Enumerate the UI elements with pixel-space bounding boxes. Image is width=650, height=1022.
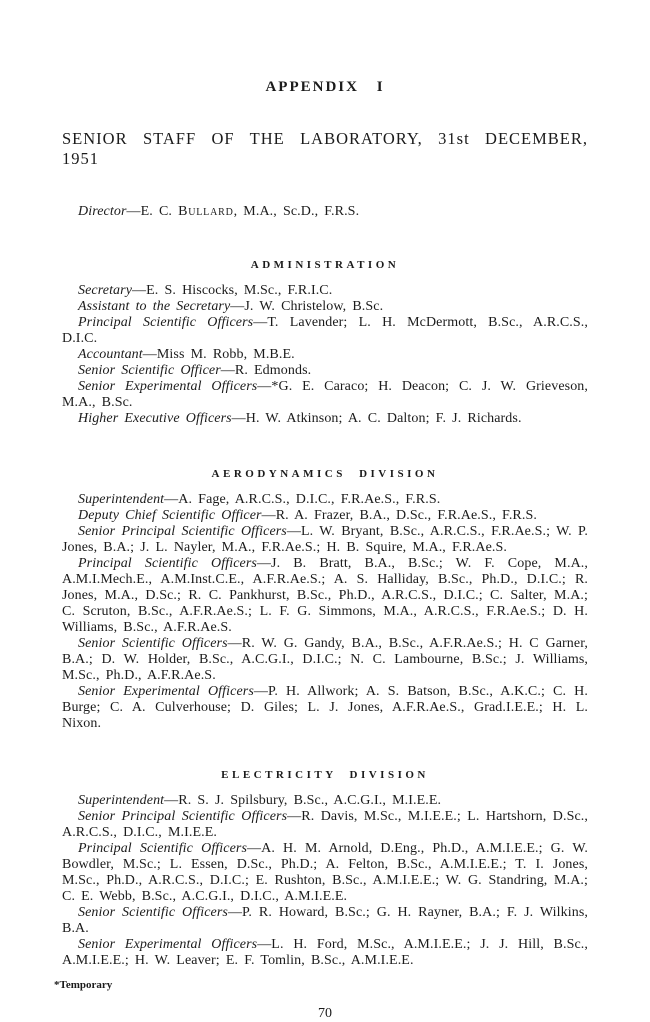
role-label: Higher Executive Officers [78,411,232,426]
entry-names: —L. H. Ford, M.Sc., A.M.I.E.E.; J. J. Hill, B.Sc., A.M.I.E.E.; H. W. Leaver; E. F. Tomlin, B.Sc., A.M.I.E.E. [62,937,588,968]
role-label: Senior Principal Scientific Officers [78,809,288,824]
appendix-heading: APPENDIX I [265,79,385,95]
role-label: Principal Scientific Officers [78,556,257,571]
role-label: Senior Experimental Officers [78,684,254,699]
entry-names: —R. S. J. Spilsbury, B.Sc., A.C.G.I., M.I.E.E. [164,793,442,808]
entry-names: —P. R. Howard, B.Sc.; G. H. Rayner, B.A.; F. J. Wilkins, B.A. [62,905,588,936]
staff-entry [62,556,588,636]
staff-entry [62,283,588,299]
entry-names: —A. H. M. Arnold, D.Eng., Ph.D., A.M.I.E.E.; G. W. Bowdler, M.Sc.; L. Essen, D.Sc., Ph.D.; A. Felton, B.Sc., A.M.I.E.E.; T. I. Jones, M.Sc., Ph.D., A.R.C.S., D.I.C.; E. Rushton, B.Sc., A.M.I.E.E.; W. G. Standring, M.A.; C. E. Webb, B.Sc., A.C.G.I., D.I.C., A.M.I.E.E. [62,841,588,904]
role-label: Secretary [78,283,133,298]
role-label: Senior Scientific Officers [78,905,228,920]
section-heading-aerodynamics: AERODYNAMICS DIVISION [211,468,439,480]
role-label: Deputy Chief Scientific Officer [78,508,262,523]
entry-names: —J. W. Christelow, B.Sc. [230,299,384,314]
role-label: Senior Scientific Officers [78,636,228,651]
staff-entry [62,524,588,556]
entry-names: —R. A. Frazer, B.A., D.Sc., F.R.Ae.S., F.R.S. [261,508,537,523]
staff-entry [62,411,588,427]
role-label: Senior Principal Scientific Officers [78,524,287,539]
staff-entry [62,793,588,809]
entry-names: —R. Edmonds. [220,363,312,378]
staff-entry [62,315,588,347]
staff-entry [62,841,588,905]
entry-names: —R. Davis, M.Sc., M.I.E.E.; L. Hartshorn, D.Sc., A.R.C.S., D.I.C., M.I.E.E. [62,809,588,840]
temporary-footnote: *Temporary [54,979,113,991]
section-electricity-division [62,768,588,969]
entry-names: —J. B. Bratt, B.A., B.Sc.; W. F. Cope, M.A., A.M.I.Mech.E., A.M.Inst.C.E., A.F.R.Ae.S.; A. S. Halliday, B.Sc., Ph.D., D.I.C.; R. Jones, M.A., D.Sc.; R. C. Pankhurst, B.Sc., Ph.D., A.R.C.S., D.I.C.; C. Salter, M.A.; C. Scruton, B.Sc., A.F.R.Ae.S.; L. F. G. Simmons, M.A., A.R.C.S., F.R.Ae.S.; D. H. Williams, B.Sc., A.F.R.Ae.S. [62,556,588,635]
role-label: Senior Experimental Officers [78,379,258,394]
staff-entry [62,379,588,411]
director-name-initials: E. C. [140,204,179,219]
staff-entry [62,937,588,969]
section-aerodynamics-division [62,467,588,732]
role-label: Senior Experimental Officers [78,937,258,952]
entry-names: —Miss M. Robb, M.B.E. [142,347,295,362]
entry-names: —A. Fage, A.R.C.S., D.I.C., F.R.Ae.S., F.R.S. [164,492,441,507]
staff-entry [62,299,588,315]
staff-entry [62,809,588,841]
director-role-label: Director [78,204,127,219]
page-title: SENIOR STAFF OF THE LABORATORY, 31st DECEMBER, 1951 [62,129,588,168]
director-dash: — [126,204,141,219]
director-qualifications: , M.A., Sc.D., F.R.S. [233,204,360,219]
role-label: Superintendent [78,492,165,507]
staff-entry [62,492,588,508]
entry-names: —*G. E. Caraco; H. Deacon; C. J. W. Grieveson, M.A., B.Sc. [62,379,588,410]
entry-names: —R. W. G. Gandy, B.A., B.Sc., A.F.R.Ae.S.; H. C Garner, B.A.; D. W. Holder, B.Sc., A.C.G.I., D.I.C.; N. C. Lambourne, B.Sc.; J. Williams, M.Sc., Ph.D., A.F.R.Ae.S. [62,636,588,683]
section-administration [62,258,588,427]
staff-entry [62,905,588,937]
entry-names: —E. S. Hiscocks, M.Sc., F.R.I.C. [132,283,333,298]
staff-entry [62,347,588,363]
staff-entry [62,363,588,379]
entry-names: —L. W. Bryant, B.Sc., A.R.C.S., F.R.Ae.S.; W. P. Jones, B.A.; J. L. Nayler, M.A., F.R.Ae.S.; H. B. Squire, M.A., F.R.Ae.S. [62,524,588,555]
director-surname: Bullard [178,204,234,219]
director-entry [62,204,588,220]
entry-names: —T. Lavender; L. H. McDermott, B.Sc., A.R.C.S., D.I.C. [62,315,588,346]
entry-names: —H. W. Atkinson; A. C. Dalton; F. J. Richards. [231,411,522,426]
role-label: Accountant [78,347,143,362]
page-number: 70 [318,1006,332,1021]
role-label: Principal Scientific Officers [78,841,248,856]
staff-entry [62,636,588,684]
section-heading-electricity: ELECTRICITY DIVISION [221,769,429,781]
section-heading-administration: ADMINISTRATION [250,259,400,271]
role-label: Senior Scientific Officer [78,363,221,378]
role-label: Assistant to the Secretary [78,299,231,314]
role-label: Superintendent [78,793,165,808]
staff-entry [62,684,588,732]
entry-names: —P. H. Allwork; A. S. Batson, B.Sc., A.K.C.; C. H. Burge; C. A. Culverhouse; D. Giles; L. J. Jones, A.F.R.Ae.S., Grad.I.E.E.; H. L. Nixon. [62,684,588,731]
role-label: Principal Scientific Officers [78,315,254,330]
staff-entry [62,508,588,524]
